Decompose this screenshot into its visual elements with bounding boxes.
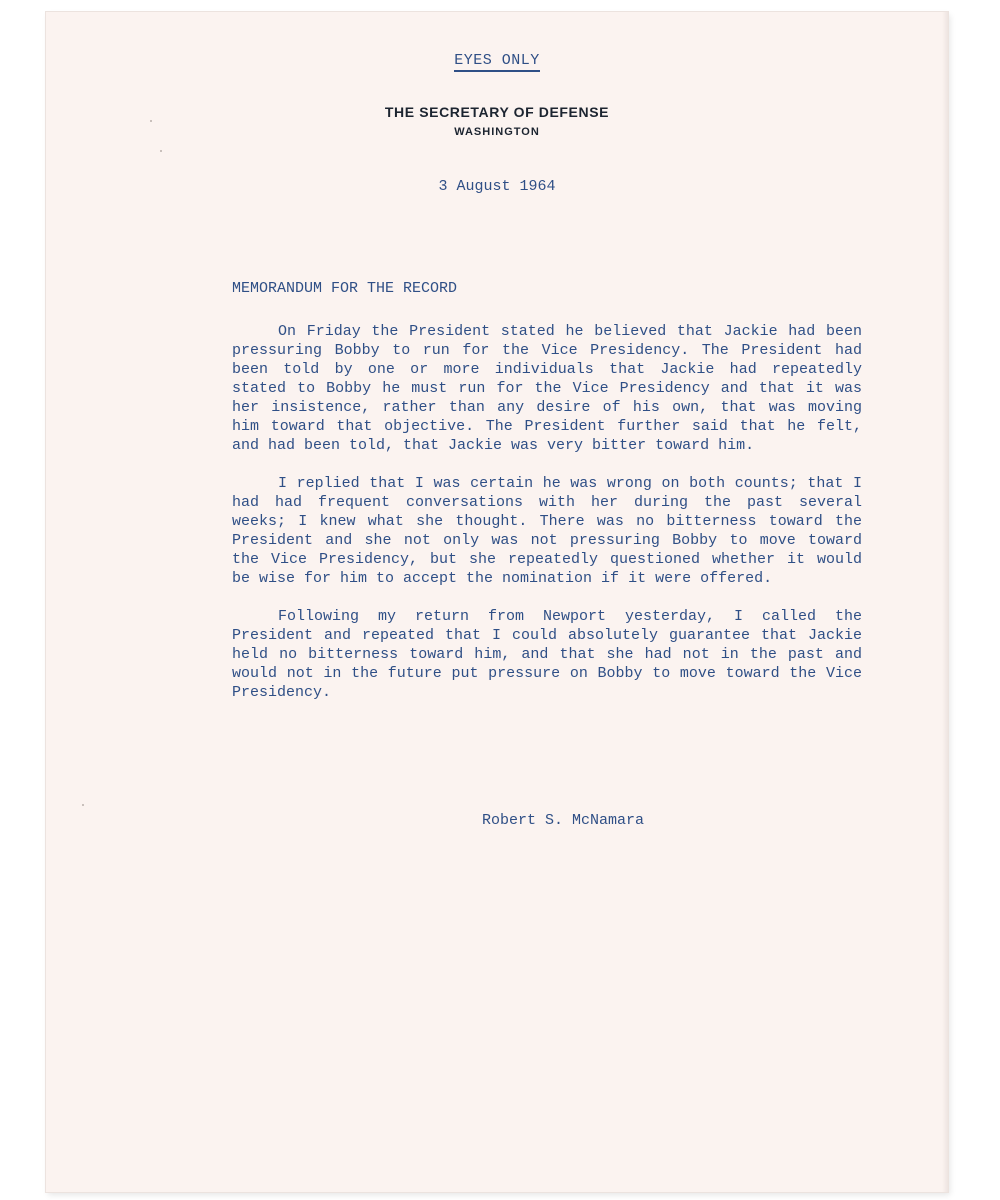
- letterhead: [46, 104, 948, 138]
- memo-paragraph-1: On Friday the President stated he believed that Jackie had been pressuring Bobby to run for the Vice Presidency. The President had been told by one or more individuals that Jackie had repeatedly stated to Bobby he must run for the Vice Presidency and that it was her insistence, rather than any desire of his own, that was moving him toward that objective. The President further said that he felt, and had been told, that Jackie was very bitter toward him.: [232, 323, 862, 454]
- signature-name: Robert S. McNamara: [482, 812, 645, 829]
- classification-marking: [46, 52, 948, 72]
- memo-page: [46, 12, 948, 1192]
- memo-date: 3 August 1964: [438, 178, 556, 195]
- letterhead-office: THE SECRETARY OF DEFENSE: [384, 104, 610, 120]
- memo-paragraph-3: Following my return from Newport yesterday, I called the President and repeated that I could absolutely guarantee that Jackie held no bitterness toward him, and that she had not in the past and would not in the future put pressure on Bobby to move toward the Vice Presidency.: [232, 608, 862, 701]
- memo-paragraph-2: I replied that I was certain he was wrong on both counts; that I had had frequent conversations with her during the past several weeks; I knew what she thought. There was no bitterness toward the President and she not only was not pressuring Bobby to move toward the Vice Presidency, but she repeatedly questioned whether it would be wise for him to accept the nomination if it were offered.: [232, 475, 862, 587]
- memo-heading: MEMORANDUM FOR THE RECORD: [232, 280, 458, 297]
- paper-speck: [82, 804, 84, 806]
- paper-speck: [150, 120, 152, 122]
- letterhead-city: WASHINGTON: [454, 126, 540, 138]
- memo-body: [232, 322, 862, 721]
- classification-label: EYES ONLY: [454, 52, 540, 72]
- paper-speck: [160, 150, 162, 152]
